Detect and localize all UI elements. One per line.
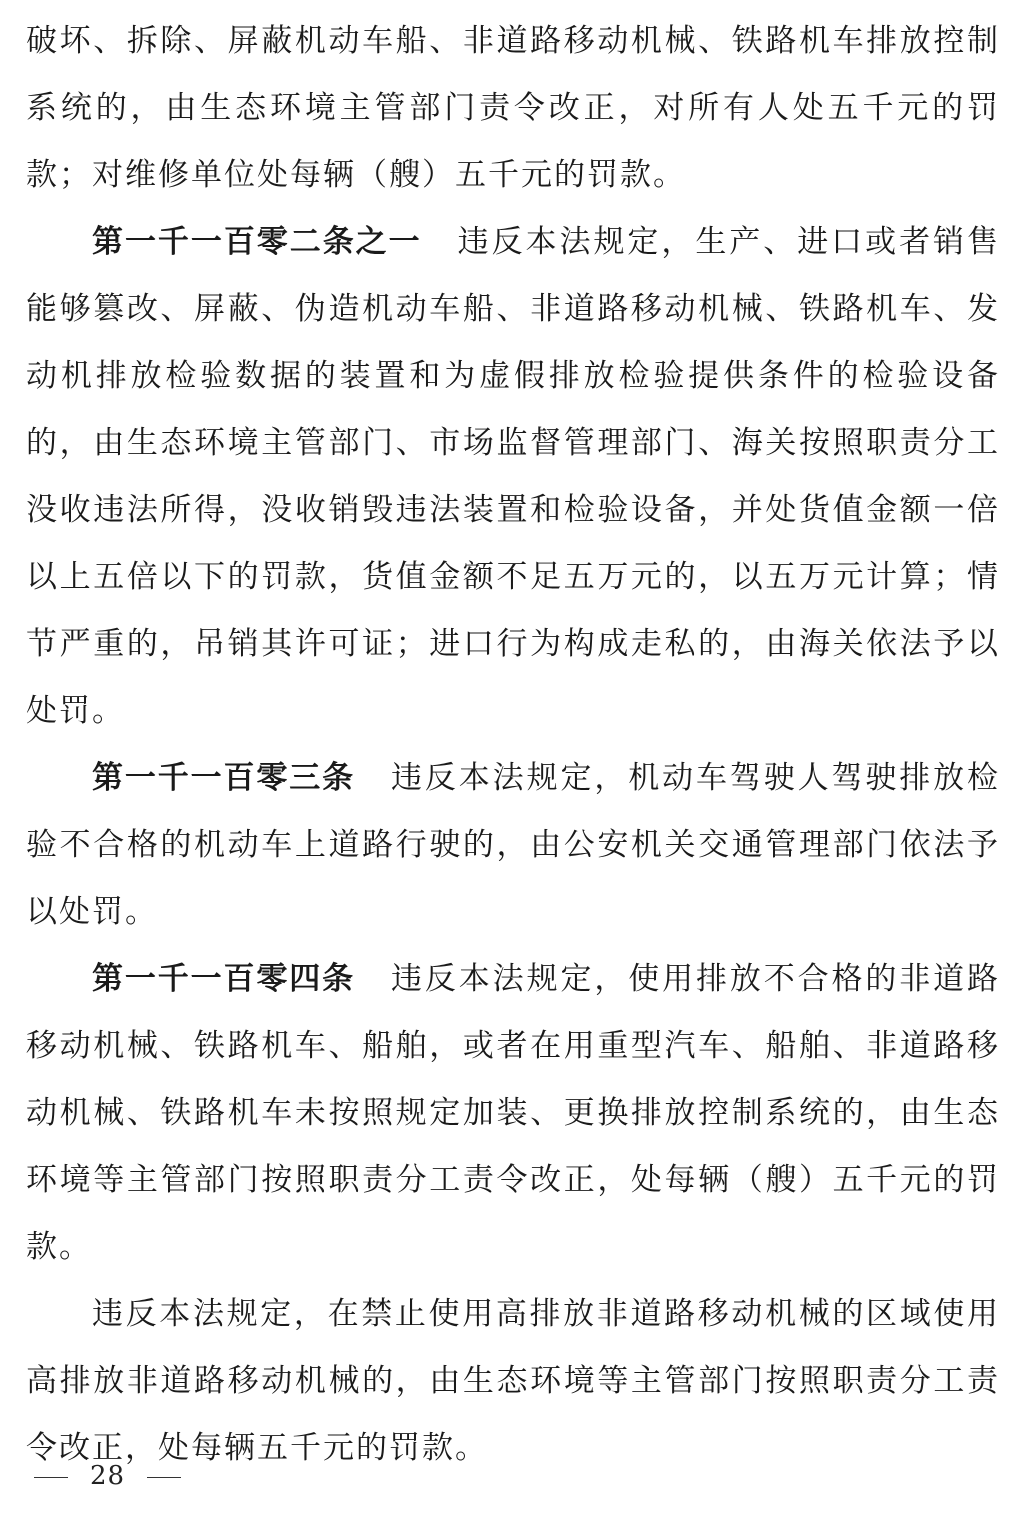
article-1103 (26, 745, 1000, 946)
paragraph-text: 违反本法规定，生产、进口或者销售能够篡改、屏蔽、伪造机动车船、非道路移动机械、铁路机车、发动机排放检验数据的装置和为虚假排放检验提供条件的检验设备的，由生态环境主管部门、市场监督管理部门、海关按照职责分工没收违法所得，没收销毁违法装置和检验设备，并处货值金额一倍以上五倍以下的罚款，货值金额不足五万元的，以五万元计算；情节严重的，吊销其许可证；进口行为构成走私的，由海关依法予以处罚。 (26, 224, 1001, 729)
paragraph-text: 违反本法规定，机动车驾驶人驾驶排放检验不合格的机动车上道路行驶的，由公安机关交通管理部门依法予以处罚。 (26, 760, 1001, 930)
article-heading: 第一千一百零四条 (92, 961, 356, 997)
article-1102-1 (26, 209, 1000, 745)
document-page (26, 8, 1000, 1482)
article-1104-paragraph-2 (26, 1281, 1000, 1482)
paragraph-continuation (26, 8, 1000, 209)
paragraph-text: 违反本法规定，使用排放不合格的非道路移动机械、铁路机车、船舶，或者在用重型汽车、船舶、非道路移动机械、铁路机车未按照规定加装、更换排放控制系统的，由生态环境等主管部门按照职责分工责令改正，处每辆（艘）五千元的罚款。 (26, 961, 1001, 1265)
footer-dash-left (34, 1477, 68, 1478)
article-heading: 第一千一百零二条之一 (92, 224, 422, 260)
article-heading: 第一千一百零三条 (92, 760, 356, 796)
page-number: 28 (90, 1461, 126, 1491)
page-footer (34, 1456, 181, 1496)
paragraph-text: 破坏、拆除、屏蔽机动车船、非道路移动机械、铁路机车排放控制系统的，由生态环境主管部门责令改正，对所有人处五千元的罚款；对维修单位处每辆（艘）五千元的罚款。 (26, 23, 1000, 193)
article-1104 (26, 946, 1000, 1281)
paragraph-text: 违反本法规定，在禁止使用高排放非道路移动机械的区域使用高排放非道路移动机械的，由生态环境等主管部门按照职责分工责令改正，处每辆五千元的罚款。 (26, 1296, 1000, 1466)
footer-dash-right (147, 1477, 181, 1478)
